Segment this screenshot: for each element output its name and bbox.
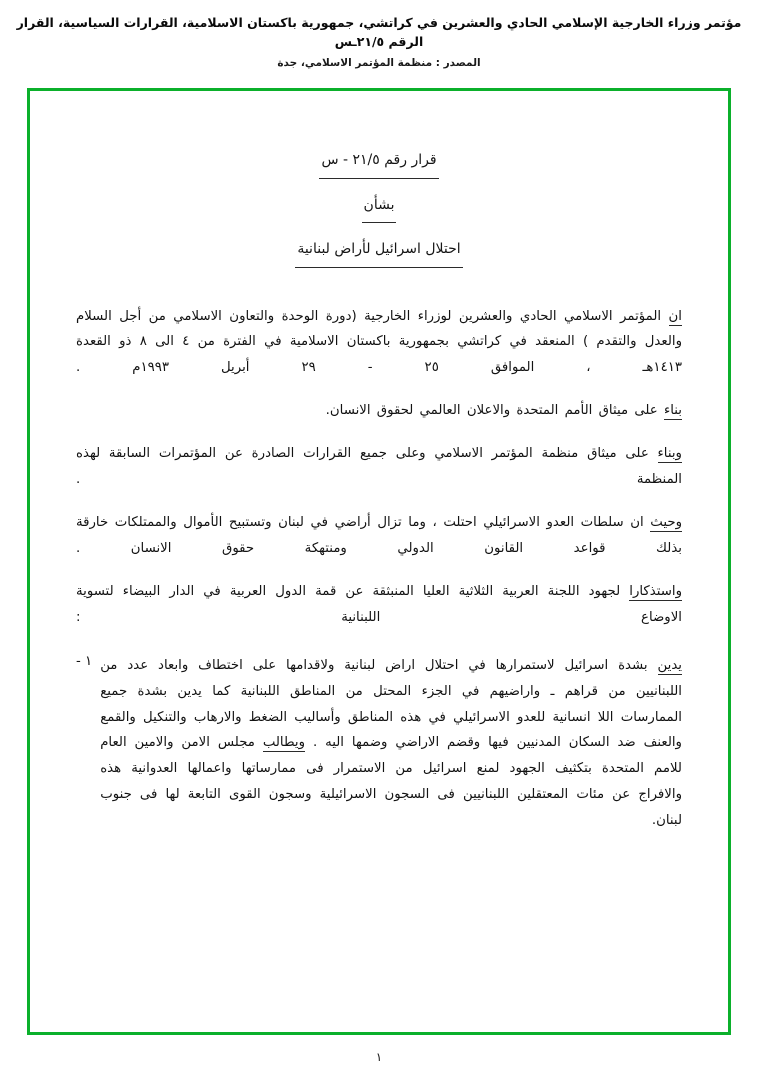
paragraph-1-lead: ان [668, 308, 682, 324]
clause-1-number: ١ - [76, 653, 93, 669]
paragraph-5-text: لجهود اللجنة العربية الثلاثية العليا المنبثقة عن قمة الدول العربية في الدار البيضاء لتسوية الاوضاع اللبنانية : [76, 583, 682, 625]
clause-1-text [100, 653, 682, 834]
paragraph-1 [76, 304, 682, 382]
page-number: ١ [375, 1050, 383, 1064]
clause-1 [76, 653, 682, 834]
paragraph-2 [76, 398, 682, 424]
header-source: المصدر : منظمة المؤتمر الاسلامي، جدة [277, 56, 481, 69]
document-body [30, 91, 728, 1032]
clause-1-text-main: بشدة اسرائيل لاستمرارها في احتلال اراض لبنانية ولاقدامها على اختطاف وابعاد عدد من اللبنانيين من قراهم ـ واراضيهم في الجزء المحتل من المناطق اللبنانية كما يدين بشدة جميع الممارسات اللا انسانية للعدو الاسرائيلي في هذه المناطق وأساليب الضغط والارهاب والتنكيل والقمع والعنف ضد السكان المدنيين فيها وقضم الاراضي وضمها اليه . [100, 657, 682, 751]
paragraph-2-lead: بناء [663, 403, 682, 419]
paragraph-3 [76, 441, 682, 493]
paragraph-4-text: ان سلطات العدو الاسرائيلي احتلت ، وما تزال أراضي في لبنان وتستبيح الأموال والممتلكات خارقة بذلك قواعد القانون الدولي ومنتهكة حقوق الانسان . [76, 515, 682, 556]
paragraph-5 [76, 579, 682, 631]
subject-label: بشأن [362, 190, 397, 224]
document-header [0, 0, 758, 69]
clause-1-lead-2: ويطالب [262, 735, 306, 751]
header-title: مؤتمر وزراء الخارجية الإسلامي الحادي والعشرين في كراتشي، جمهورية باكستان الاسلامية، القرارات السياسية، القرار الرقم ٢١/٥ـس [16, 15, 742, 49]
green-border-frame [27, 88, 731, 1035]
clause-1-text-secondary: مجلس الامن والامين العام للامم المتحدة بتكثيف الجهود لمنع اسرائيل من الاستمرار فى ممارساتها واعمالها العدوانية هذه والافراج عن مئات المعتقلين اللبنانيين فى السجون الاسرائيلية وسجون القوى التابعة لها فى جنوب لبنان. [100, 735, 682, 829]
paragraph-5-lead: واستذكارا [629, 583, 682, 599]
resolution-number-title: قرار رقم ٢١/٥ - س [319, 145, 438, 179]
paragraph-4-lead: وحيث [650, 515, 682, 531]
paragraph-3-lead: وبناء [657, 446, 682, 462]
clause-1-lead: يدين [657, 657, 683, 673]
title-block [76, 145, 682, 268]
paragraph-list [76, 304, 682, 835]
paragraph-4 [76, 510, 682, 562]
subject-title: احتلال اسرائيل لأراض لبنانية [295, 234, 462, 268]
paragraph-3-text: على ميثاق منظمة المؤتمر الاسلامي وعلى جميع القرارات الصادرة عن المؤتمرات السابقة لهذه المنظمة . [76, 446, 682, 488]
paragraph-1-text: المؤتمر الاسلامي الحادي والعشرين لوزراء الخارجية (دورة الوحدة والتعاون الاسلامي من أجل السلام والعدل والتقدم ) المنعقد في كراتشي بجمهورية باكستان الاسلامية في الفترة من ٤ الى ٨ ذو القعدة ١٤١٣هـ ، الموافق ٢٥ - ٢٩ أبريل ١٩٩٣م . [76, 308, 682, 376]
clause-1-body [100, 653, 682, 834]
paragraph-2-text: على ميثاق الأمم المتحدة والاعلان العالمي لحقوق الانسان. [325, 403, 658, 419]
